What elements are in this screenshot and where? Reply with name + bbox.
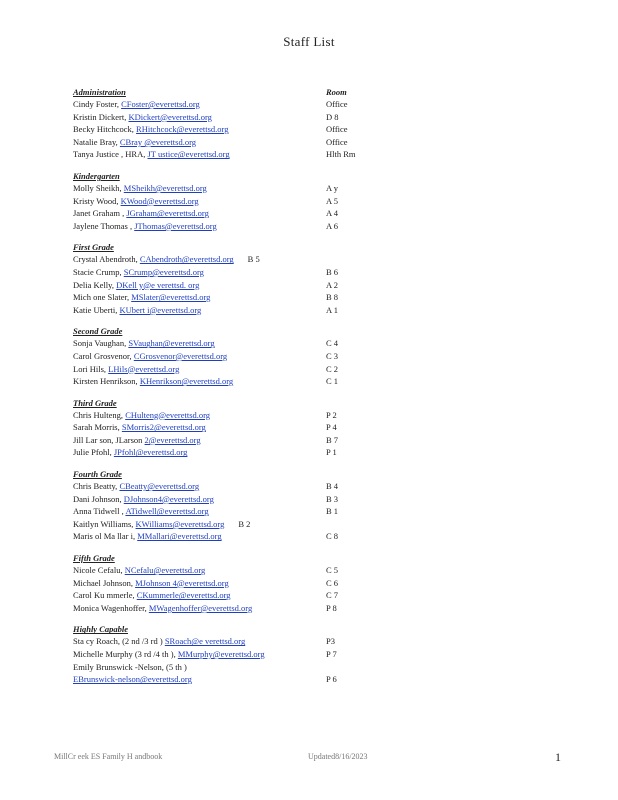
section-heading xyxy=(73,397,393,409)
staff-room: A 4 xyxy=(326,208,339,219)
staff-row xyxy=(73,253,393,266)
staff-row xyxy=(73,577,393,590)
staff-room: A y xyxy=(326,182,339,193)
staff-name: Chris Beatty, xyxy=(73,481,118,492)
staff-row xyxy=(73,182,393,195)
staff-room: P 4 xyxy=(326,422,337,433)
staff-room: B 8 xyxy=(326,292,339,303)
staff-email-link[interactable]: JGraham@everettsd.org xyxy=(126,208,209,219)
staff-email-link[interactable]: 2@everettsd.org xyxy=(144,434,201,445)
staff-name: Kristy Wood, xyxy=(73,195,119,206)
staff-room: Hlth Rm xyxy=(326,149,356,160)
staff-email-link[interactable]: JPfohl@everettsd.org xyxy=(113,447,188,458)
staff-room: C 2 xyxy=(326,363,339,374)
staff-section xyxy=(73,325,393,387)
staff-email-link[interactable]: MSheikh@everettsd.org xyxy=(123,182,207,193)
staff-email-link[interactable]: MWagenhoffer@everettsd.org xyxy=(148,602,253,613)
staff-row xyxy=(73,635,393,648)
section-heading xyxy=(73,325,393,337)
staff-row xyxy=(73,207,393,220)
staff-name: Stacie Crump, xyxy=(73,266,122,277)
section-heading-label: Administration xyxy=(73,87,126,97)
staff-room: C 7 xyxy=(326,590,339,601)
section-heading xyxy=(73,170,393,182)
staff-name: Kristin Dickert, xyxy=(73,111,127,122)
staff-name: Michael Johnson, xyxy=(73,577,133,588)
staff-name: Jill Lar son, JLarson xyxy=(73,434,143,445)
section-heading-label: Highly Capable xyxy=(73,624,129,635)
staff-name: Cindy Foster, xyxy=(73,99,119,109)
staff-name: Julie Pfohl, xyxy=(73,447,112,458)
staff-email-link[interactable]: CBeatty@everettsd.org xyxy=(119,481,200,492)
staff-row xyxy=(73,434,393,447)
staff-name: Monica Wagenhoffer, xyxy=(73,602,147,613)
staff-row xyxy=(73,673,393,686)
staff-section xyxy=(73,552,393,614)
staff-row xyxy=(73,279,393,292)
staff-email-link[interactable]: KWilliams@everettsd.org xyxy=(135,518,225,529)
staff-row xyxy=(73,518,393,531)
staff-room: B 6 xyxy=(326,266,339,277)
staff-row xyxy=(73,98,393,111)
staff-name: Emily Brunswick -Nelson, (5 th ) xyxy=(73,661,187,672)
staff-email-link[interactable]: RHitchcock@everettsd.org xyxy=(136,124,229,135)
staff-email-link[interactable]: CFoster@everettsd.org xyxy=(121,99,200,109)
staff-name: Natalie Bray, xyxy=(73,136,118,147)
section-heading xyxy=(73,552,393,564)
staff-email-link[interactable]: KUbert i@everettsd.org xyxy=(119,304,202,315)
staff-name: Maris ol Ma llar i, xyxy=(73,531,136,542)
staff-email-link[interactable]: CGrosvenor@everettsd.org xyxy=(133,350,228,361)
staff-room: A 1 xyxy=(326,304,339,315)
staff-email-link[interactable]: DKell y@e verettsd. org xyxy=(116,279,200,290)
footer-updated-date: Updated8/16/2023 xyxy=(308,752,368,761)
section-heading-label: First Grade xyxy=(73,242,114,253)
staff-row xyxy=(73,480,393,493)
staff-room: P 7 xyxy=(326,649,337,659)
staff-row xyxy=(73,493,393,506)
staff-row xyxy=(73,123,393,136)
staff-section xyxy=(73,623,393,685)
staff-row xyxy=(73,421,393,434)
staff-row xyxy=(73,530,393,543)
staff-name: Crystal Abendroth, xyxy=(73,254,138,265)
staff-name: Kirsten Henrikson, xyxy=(73,376,138,387)
staff-section xyxy=(73,170,393,232)
staff-section xyxy=(73,86,393,161)
staff-room: P3 xyxy=(326,636,335,647)
staff-room: C 6 xyxy=(326,577,339,588)
section-heading-label: Second Grade xyxy=(73,326,123,337)
staff-section xyxy=(73,241,393,316)
staff-row xyxy=(73,409,393,422)
staff-name: Tanya Justice , HRA, xyxy=(73,149,146,160)
staff-row xyxy=(73,148,393,161)
staff-email-link[interactable]: ATidwell@everettsd.org xyxy=(125,506,209,517)
staff-row xyxy=(73,363,393,376)
staff-email-link[interactable]: SMorris2@everettsd.org xyxy=(121,422,206,433)
section-heading-label: Fifth Grade xyxy=(73,553,115,564)
staff-email-link[interactable]: KHenrikson@everettsd.org xyxy=(139,376,234,387)
staff-room: C 1 xyxy=(326,376,339,387)
staff-row xyxy=(73,136,393,149)
staff-room: D 8 xyxy=(326,111,339,122)
staff-name: Katie Uberti, xyxy=(73,304,118,315)
staff-email-link[interactable]: SCrump@everettsd.org xyxy=(123,266,204,277)
staff-row xyxy=(73,220,393,233)
staff-room: A 5 xyxy=(326,195,339,206)
staff-room: P 8 xyxy=(326,602,337,613)
staff-email-link[interactable]: MMallari@everettsd.org xyxy=(137,531,222,542)
staff-name: Sonja Vaughan, xyxy=(73,338,127,349)
staff-room: C 5 xyxy=(326,565,339,576)
staff-name: Molly Sheikh, xyxy=(73,182,122,193)
staff-email-link[interactable]: KDickert@everettsd.org xyxy=(128,111,212,122)
staff-row xyxy=(73,291,393,304)
staff-row xyxy=(73,266,393,279)
staff-row xyxy=(73,304,393,317)
staff-section xyxy=(73,468,393,543)
staff-email-link[interactable]: SRoach@e verettsd.org xyxy=(164,636,246,647)
staff-email-link[interactable]: LHils@everettsd.org xyxy=(108,363,180,374)
page-number: 1 xyxy=(555,750,561,764)
staff-room: B 1 xyxy=(326,506,339,517)
staff-email-link[interactable]: JThomas@everettsd.org xyxy=(134,220,217,231)
room-column-header: Room xyxy=(326,87,347,97)
staff-row xyxy=(73,589,393,602)
staff-name: Carol Ku mmerle, xyxy=(73,590,135,601)
staff-email-link[interactable]: CKummerle@everettsd.org xyxy=(136,590,231,601)
staff-room: C 8 xyxy=(326,531,339,542)
footer-handbook-label: MillCr eek ES Family H andbook xyxy=(54,752,163,761)
staff-room: C 4 xyxy=(326,338,339,349)
section-heading xyxy=(73,623,393,635)
section-heading xyxy=(73,241,393,253)
section-heading xyxy=(73,468,393,480)
staff-name: Janet Graham , xyxy=(73,208,125,219)
staff-name: Chris Hulteng, xyxy=(73,409,124,420)
staff-row xyxy=(73,505,393,518)
staff-section xyxy=(73,397,393,459)
staff-name: Kaitlyn Williams, xyxy=(73,518,134,529)
staff-room: Office xyxy=(326,124,348,135)
staff-name: Jaylene Thomas , xyxy=(73,220,133,231)
staff-name: Lori Hils, xyxy=(73,363,107,374)
staff-email-link[interactable]: CHulteng@everettsd.org xyxy=(125,409,211,420)
staff-name: Nicole Cefalu, xyxy=(73,565,123,576)
staff-email-link[interactable]: CAbendroth@everettsd.org xyxy=(139,254,234,265)
staff-row xyxy=(73,350,393,363)
staff-name: Becky Hitchcock, xyxy=(73,124,134,135)
section-heading xyxy=(73,86,393,98)
page-title: Staff List xyxy=(283,34,335,49)
staff-room: Office xyxy=(326,136,348,147)
staff-room: B 2 xyxy=(238,518,251,529)
staff-row xyxy=(73,337,393,350)
section-heading-label: Fourth Grade xyxy=(73,469,122,480)
staff-row xyxy=(73,564,393,577)
staff-name: Carol Grosvenor, xyxy=(73,350,132,361)
staff-name: Dani Johnson, xyxy=(73,493,122,504)
staff-email-link[interactable]: EBrunswick-nelson@everettsd.org xyxy=(73,674,192,685)
staff-email-link[interactable]: DJohnson4@everettsd.org xyxy=(123,493,214,504)
staff-name: Sarah Morris, xyxy=(73,422,120,433)
staff-row xyxy=(73,195,393,208)
staff-row xyxy=(73,446,393,459)
staff-row xyxy=(73,602,393,615)
staff-email-link[interactable]: MSlater@everettsd.org xyxy=(131,292,211,303)
staff-email-link[interactable]: KWood@everettsd.org xyxy=(120,195,199,206)
staff-name: Michelle Murphy (3 rd /4 th ), xyxy=(73,649,176,659)
section-heading-label: Third Grade xyxy=(73,397,117,408)
staff-email-link[interactable]: MJohnson 4@everettsd.org xyxy=(135,577,229,588)
staff-room: P 6 xyxy=(326,674,337,685)
staff-room: A 6 xyxy=(326,220,339,231)
staff-row xyxy=(73,375,393,388)
staff-row xyxy=(73,661,393,674)
staff-room: B 7 xyxy=(326,434,339,445)
staff-row xyxy=(73,648,393,661)
staff-room: P 2 xyxy=(326,409,337,420)
staff-room: B 4 xyxy=(326,481,339,492)
staff-email-link[interactable]: SVaughan@everettsd.org xyxy=(128,338,215,349)
staff-email-link[interactable]: CBray @everettsd.org xyxy=(119,136,197,147)
staff-room: B 5 xyxy=(247,254,260,265)
staff-email-link[interactable]: JT ustice@everettsd.org xyxy=(147,149,230,160)
staff-room: A 2 xyxy=(326,279,339,290)
staff-room: C 3 xyxy=(326,350,339,361)
staff-name: Mich one Slater, xyxy=(73,292,130,303)
staff-room: B 3 xyxy=(326,493,339,504)
section-heading-label: Kindergarten xyxy=(73,170,120,181)
staff-email-link[interactable]: MMurphy@everettsd.org xyxy=(177,649,265,659)
staff-row xyxy=(73,111,393,124)
staff-name: Delia Kelly, xyxy=(73,279,114,290)
staff-email-link[interactable]: NCefalu@everettsd.org xyxy=(124,565,206,576)
staff-name: Anna Tidwell , xyxy=(73,506,124,517)
staff-name: Sta cy Roach, (2 nd /3 rd ) xyxy=(73,636,163,647)
staff-list xyxy=(73,86,393,695)
staff-room: Office xyxy=(326,99,348,109)
staff-room: P 1 xyxy=(326,447,337,458)
